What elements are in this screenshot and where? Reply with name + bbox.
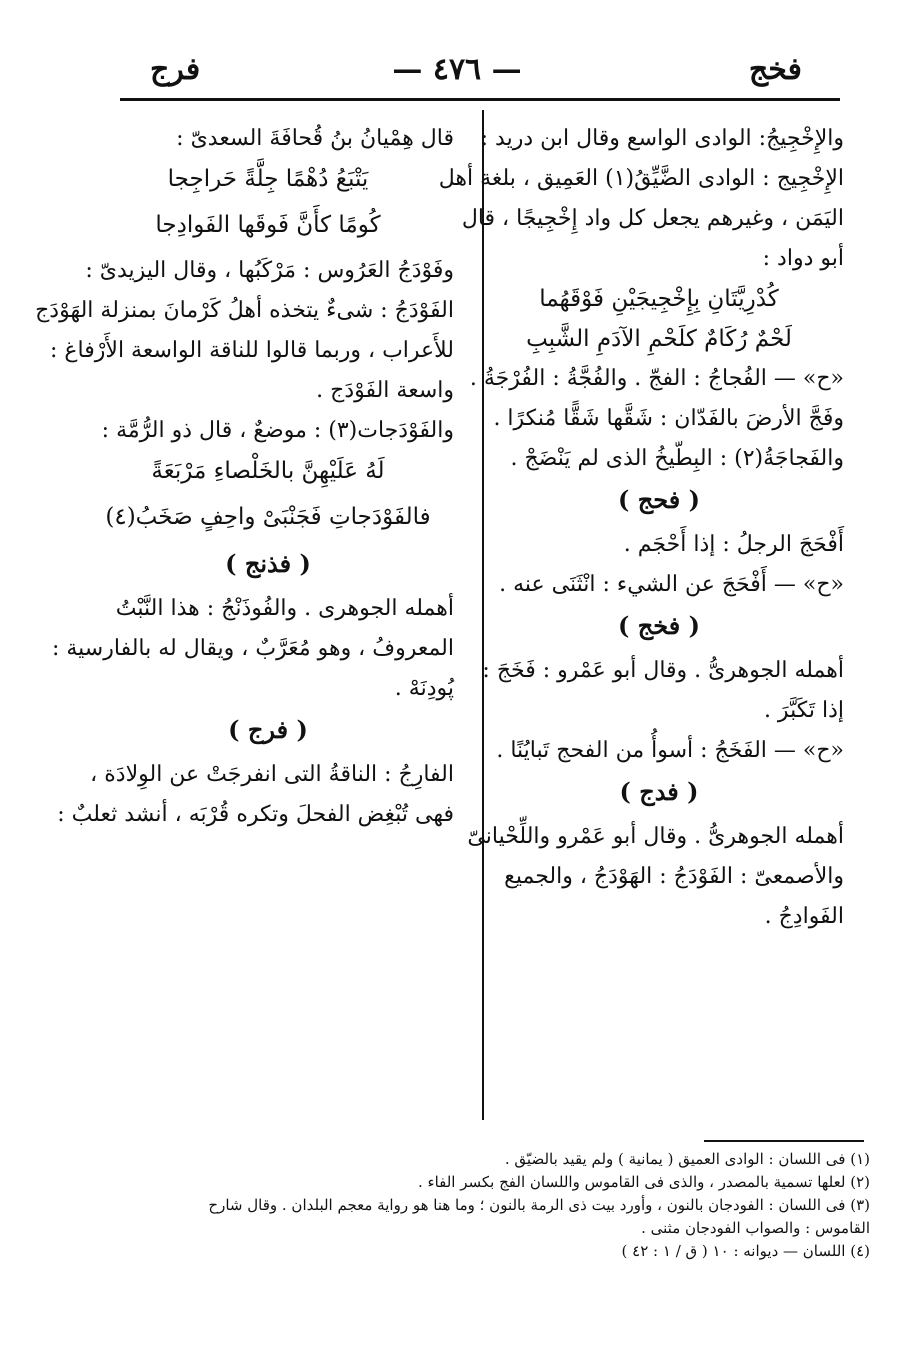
text-line: والأصمعىّ : الفَوْدَجُ : الهَوْدَجُ ، والجميع [504, 864, 844, 889]
right-column [438, 126, 844, 946]
footnotes [100, 1152, 870, 1267]
verse-line: يَتْبَعُ دُهْمًا جِلَّةً حَراجِجا [167, 166, 369, 192]
text-line: أَفْحَجَ الرجلُ : إذا أَحْجَم . [623, 532, 844, 557]
header-rule [120, 98, 840, 101]
footnote: (١) فى اللسان : الوادى العميق ( يمانية ) ولم يقيد بالضيّق . [504, 1150, 870, 1168]
text-line: «ح» — أَفْحَجَ عن الشيء : انْثَنَى عنه . [499, 572, 844, 597]
header-root: فخج [748, 52, 802, 87]
entry-heading: ( فدج ) [619, 777, 699, 806]
entry-heading: ( فذنج ) [225, 549, 311, 578]
text-line: المعروفُ ، وهو مُعَرَّبٌ ، ويقال له بالفارسية : [51, 636, 454, 661]
verse-line: فالفَوْدَجاتِ فَجَنْبَىْ واحِفٍ صَخَبُ(٤) [105, 504, 431, 530]
text-line: أهمله الجوهرىُّ . وقال أبو عَمْرو : فَخَجَ : [482, 658, 844, 683]
left-column [35, 126, 454, 844]
footnote: (٤) اللسان — ديوانه : ١٠ ( ق / ١ : ٤٢ ) [621, 1242, 870, 1260]
text-line: أهمله الجوهرىُّ . وقال أبو عَمْرو واللِّحْيانىّ [467, 824, 844, 849]
verse-line: كُدْرِيَّتَانِ بِإِخْجِيجَيْنِ فَوْقَهُما [539, 286, 779, 312]
entry-heading: ( فخج ) [618, 611, 700, 640]
page-number: — ٤٧٦ — [392, 52, 522, 87]
text-line: أبو دواد : [762, 246, 844, 271]
verse-line: لَهُ عَلَيْهِنَّ بالخَلْصاءِ مَرْبَعَةً [151, 458, 385, 484]
text-line: واسعة الفَوْدَج . [316, 378, 454, 403]
text-line: «ح» — الفُجاجُ : الفجّ . والفُجَّةُ : الفُرْجَةُ . [469, 366, 844, 391]
entry-heading: ( فرج ) [228, 715, 308, 744]
text-line: الإِخْجِيج : الوادى الضَّيِّقُ(١) العَمِيق ، بلغة أهل [438, 166, 844, 191]
text-line: پُودِنَهْ . [394, 676, 454, 701]
entry-heading: ( فحج ) [618, 485, 700, 514]
verse-line: لَحْمٌ رُكَامٌ كلَحْمِ الآدَمِ الشَّبِبِ [526, 326, 792, 352]
text-line: للأَعراب ، وربما قالوا للناقة الواسعة الأَرْفاغ : [50, 338, 454, 363]
text-line: اليَمَن ، وغيرهم يجعل كل واد إِخْجِيجًا ، قال [461, 206, 844, 231]
text-line: إذا تَكَبَّرَ . [763, 698, 844, 723]
footnote: (٣) فى اللسان : الفودجان بالنون ، وأورد بيت ذى الرمة بالنون ؛ وما هنا هو رواية معجم البلدان . وقال شارح [208, 1196, 870, 1214]
text-line: أهمله الجوهرى . والفُوذَنْجُ : هذا النَّبْتُ [115, 596, 454, 621]
footnote-rule [704, 1140, 864, 1142]
text-line: الفارِجُ : الناقةُ التى انفرجَتْ عن الوِلادَة ، [90, 762, 454, 787]
text-line: وفَوْدَجُ العَرُوس : مَرْكَبُها ، وقال اليزيدىّ : [85, 258, 454, 283]
text-line: والفَوْدَجات(٣) : موضعٌ ، قال ذو الرُّمَّة : [101, 418, 454, 443]
text-line: وفَجَّ الأرضَ بالفَدّان : شَقَّها شَقًّا مُنكرًا . [493, 406, 844, 431]
footnote: (٢) لعلها تسمية بالمصدر ، والذى فى القاموس واللسان الفج بكسر الفاء . [417, 1173, 870, 1191]
header-next-root: فرج [150, 52, 201, 87]
text-line: والإِخْجِيجُ: الوادى الواسع وقال ابن دريد : [480, 126, 844, 151]
text-line: فهى تُبْغِض الفحلَ وتكره قُرْبَه ، أنشد ثعلبٌ : [57, 802, 454, 827]
verse-line: كُومًا كأَنَّ فَوقَها الفَوادِجا [155, 212, 381, 238]
footnote: القاموس : والصواب الفودجان مثنى . [641, 1219, 870, 1237]
text-line: «ح» — الفَخَجُ : أسوأُ من الفحج تَبايُنًا . [496, 738, 844, 763]
text-line: الفَوْدَجُ : شىءٌ يتخذه أهلُ كَرْمانَ بمنزلة الهَوْدَج [35, 298, 454, 323]
text-line: قال هِمْيانُ بنُ قُحافَةَ السعدىّ : [176, 126, 454, 151]
text-line: والفَجاجَةُ(٢) : البِطّيخُ الذى لم يَنْضَجْ . [510, 446, 844, 471]
text-line: الفَوادِجُ . [764, 904, 844, 929]
